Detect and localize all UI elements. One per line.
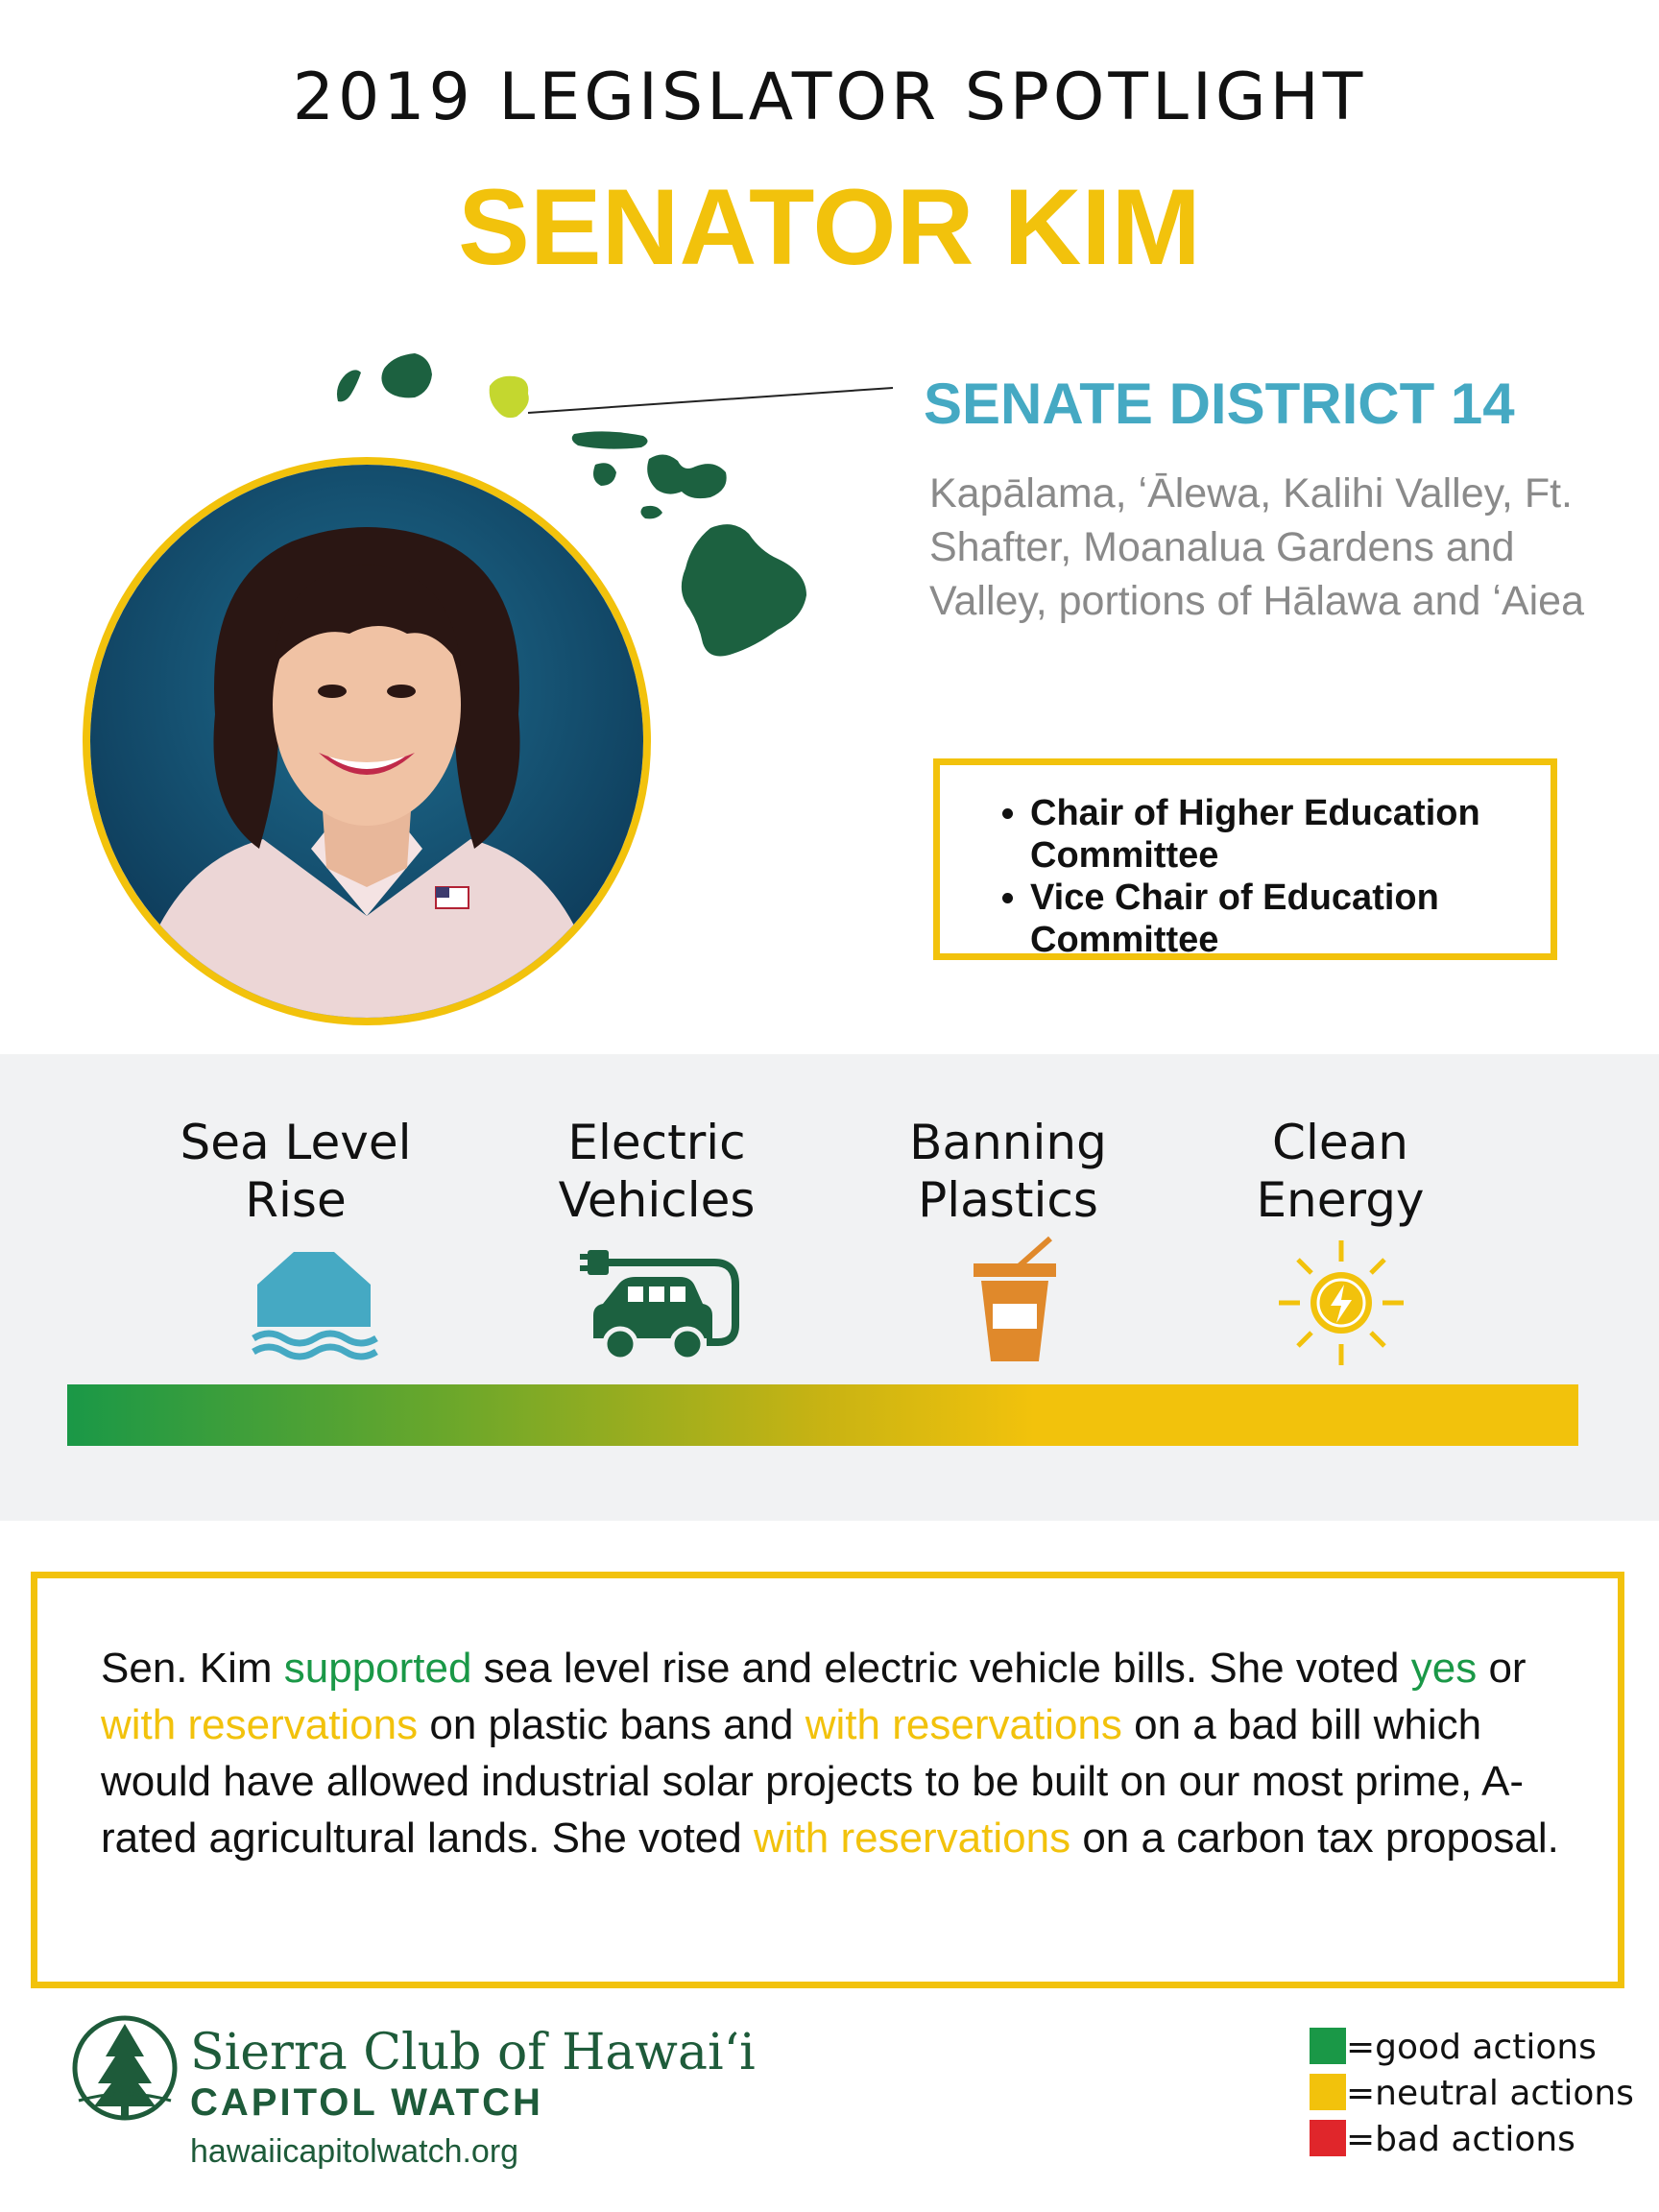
committee-roles-list (940, 792, 1551, 961)
legend-good: =good actions (1310, 2028, 1597, 2067)
legislator-name: SENATOR KIM (458, 167, 1201, 287)
issue-label-clean-energy: Clean Energy (1256, 1115, 1425, 1228)
sun-energy-icon (1277, 1238, 1406, 1367)
sierra-club-tree-logo-icon (69, 2010, 180, 2131)
summary-neutral-term: with reservations (805, 1701, 1122, 1748)
electric-car-icon (580, 1238, 743, 1369)
vote-rating-gradient-bar (67, 1384, 1578, 1446)
legislator-portrait (83, 457, 651, 1025)
portrait-eye-right (387, 685, 416, 698)
org-url-link[interactable]: hawaiicapitolwatch.org (190, 2133, 519, 2170)
summary-neutral-term: with reservations (753, 1815, 1071, 1862)
committee-roles-box (933, 758, 1557, 960)
org-name: Sierra Club of Hawaiʻi (190, 2024, 756, 2081)
sea-level-house-icon (250, 1242, 380, 1367)
legend-swatch-bad (1310, 2120, 1346, 2156)
molokai-island (572, 431, 648, 448)
maui-island (647, 454, 726, 498)
portrait-illustration (90, 465, 643, 1018)
niihau-island (337, 370, 361, 401)
kahoolawe-island (640, 506, 662, 519)
legend-bad: =bad actions (1310, 2120, 1575, 2159)
issue-label-electric-vehicles: Electric Vehicles (558, 1115, 756, 1228)
oahu-island (490, 376, 529, 418)
legend-swatch-good (1310, 2028, 1346, 2064)
issue-label-banning-plastics: Banning Plastics (909, 1115, 1107, 1228)
kauai-island (381, 353, 432, 397)
summary-text: Sen. Kim supported sea level rise and electric vehicle bills. She voted yes or with reservations on plastic bans and with reservations on a bad bill which would have allowed industrial solar projects to be built on our most prime, A-rated agricultural lands. She voted with reservations on a carbon tax proposal. (101, 1645, 1559, 1862)
plastic-cup-icon (968, 1235, 1068, 1365)
legend-neutral: =neutral actions (1310, 2074, 1634, 2113)
portrait-eye-left (318, 685, 347, 698)
district-pointer-line (528, 388, 893, 413)
legend-swatch-neutral (1310, 2074, 1346, 2110)
summary-good-term: yes (1410, 1645, 1478, 1692)
district-areas: Kapālama, ʻĀlewa, Kalihi Valley, Ft. Shafter, Moanalua Gardens and Valley, portions of Hālawa and ʻAiea (929, 470, 1585, 624)
summary-box (31, 1572, 1624, 1988)
spotlight-pretitle: 2019 LEGISLATOR SPOTLIGHT (292, 60, 1367, 135)
issue-label-sea-level-rise: Sea Level Rise (180, 1115, 412, 1228)
summary-neutral-term: with reservations (101, 1701, 419, 1748)
lanai-island (593, 463, 616, 486)
role-item: • Chair of Higher Education Committee (1030, 792, 1551, 877)
big-island (682, 524, 806, 656)
district-title: SENATE DISTRICT 14 (924, 372, 1515, 436)
role-item: • Vice Chair of Education Committee (1030, 877, 1551, 961)
org-subtitle: CAPITOL WATCH (190, 2081, 543, 2124)
summary-good-term: supported (283, 1645, 472, 1692)
